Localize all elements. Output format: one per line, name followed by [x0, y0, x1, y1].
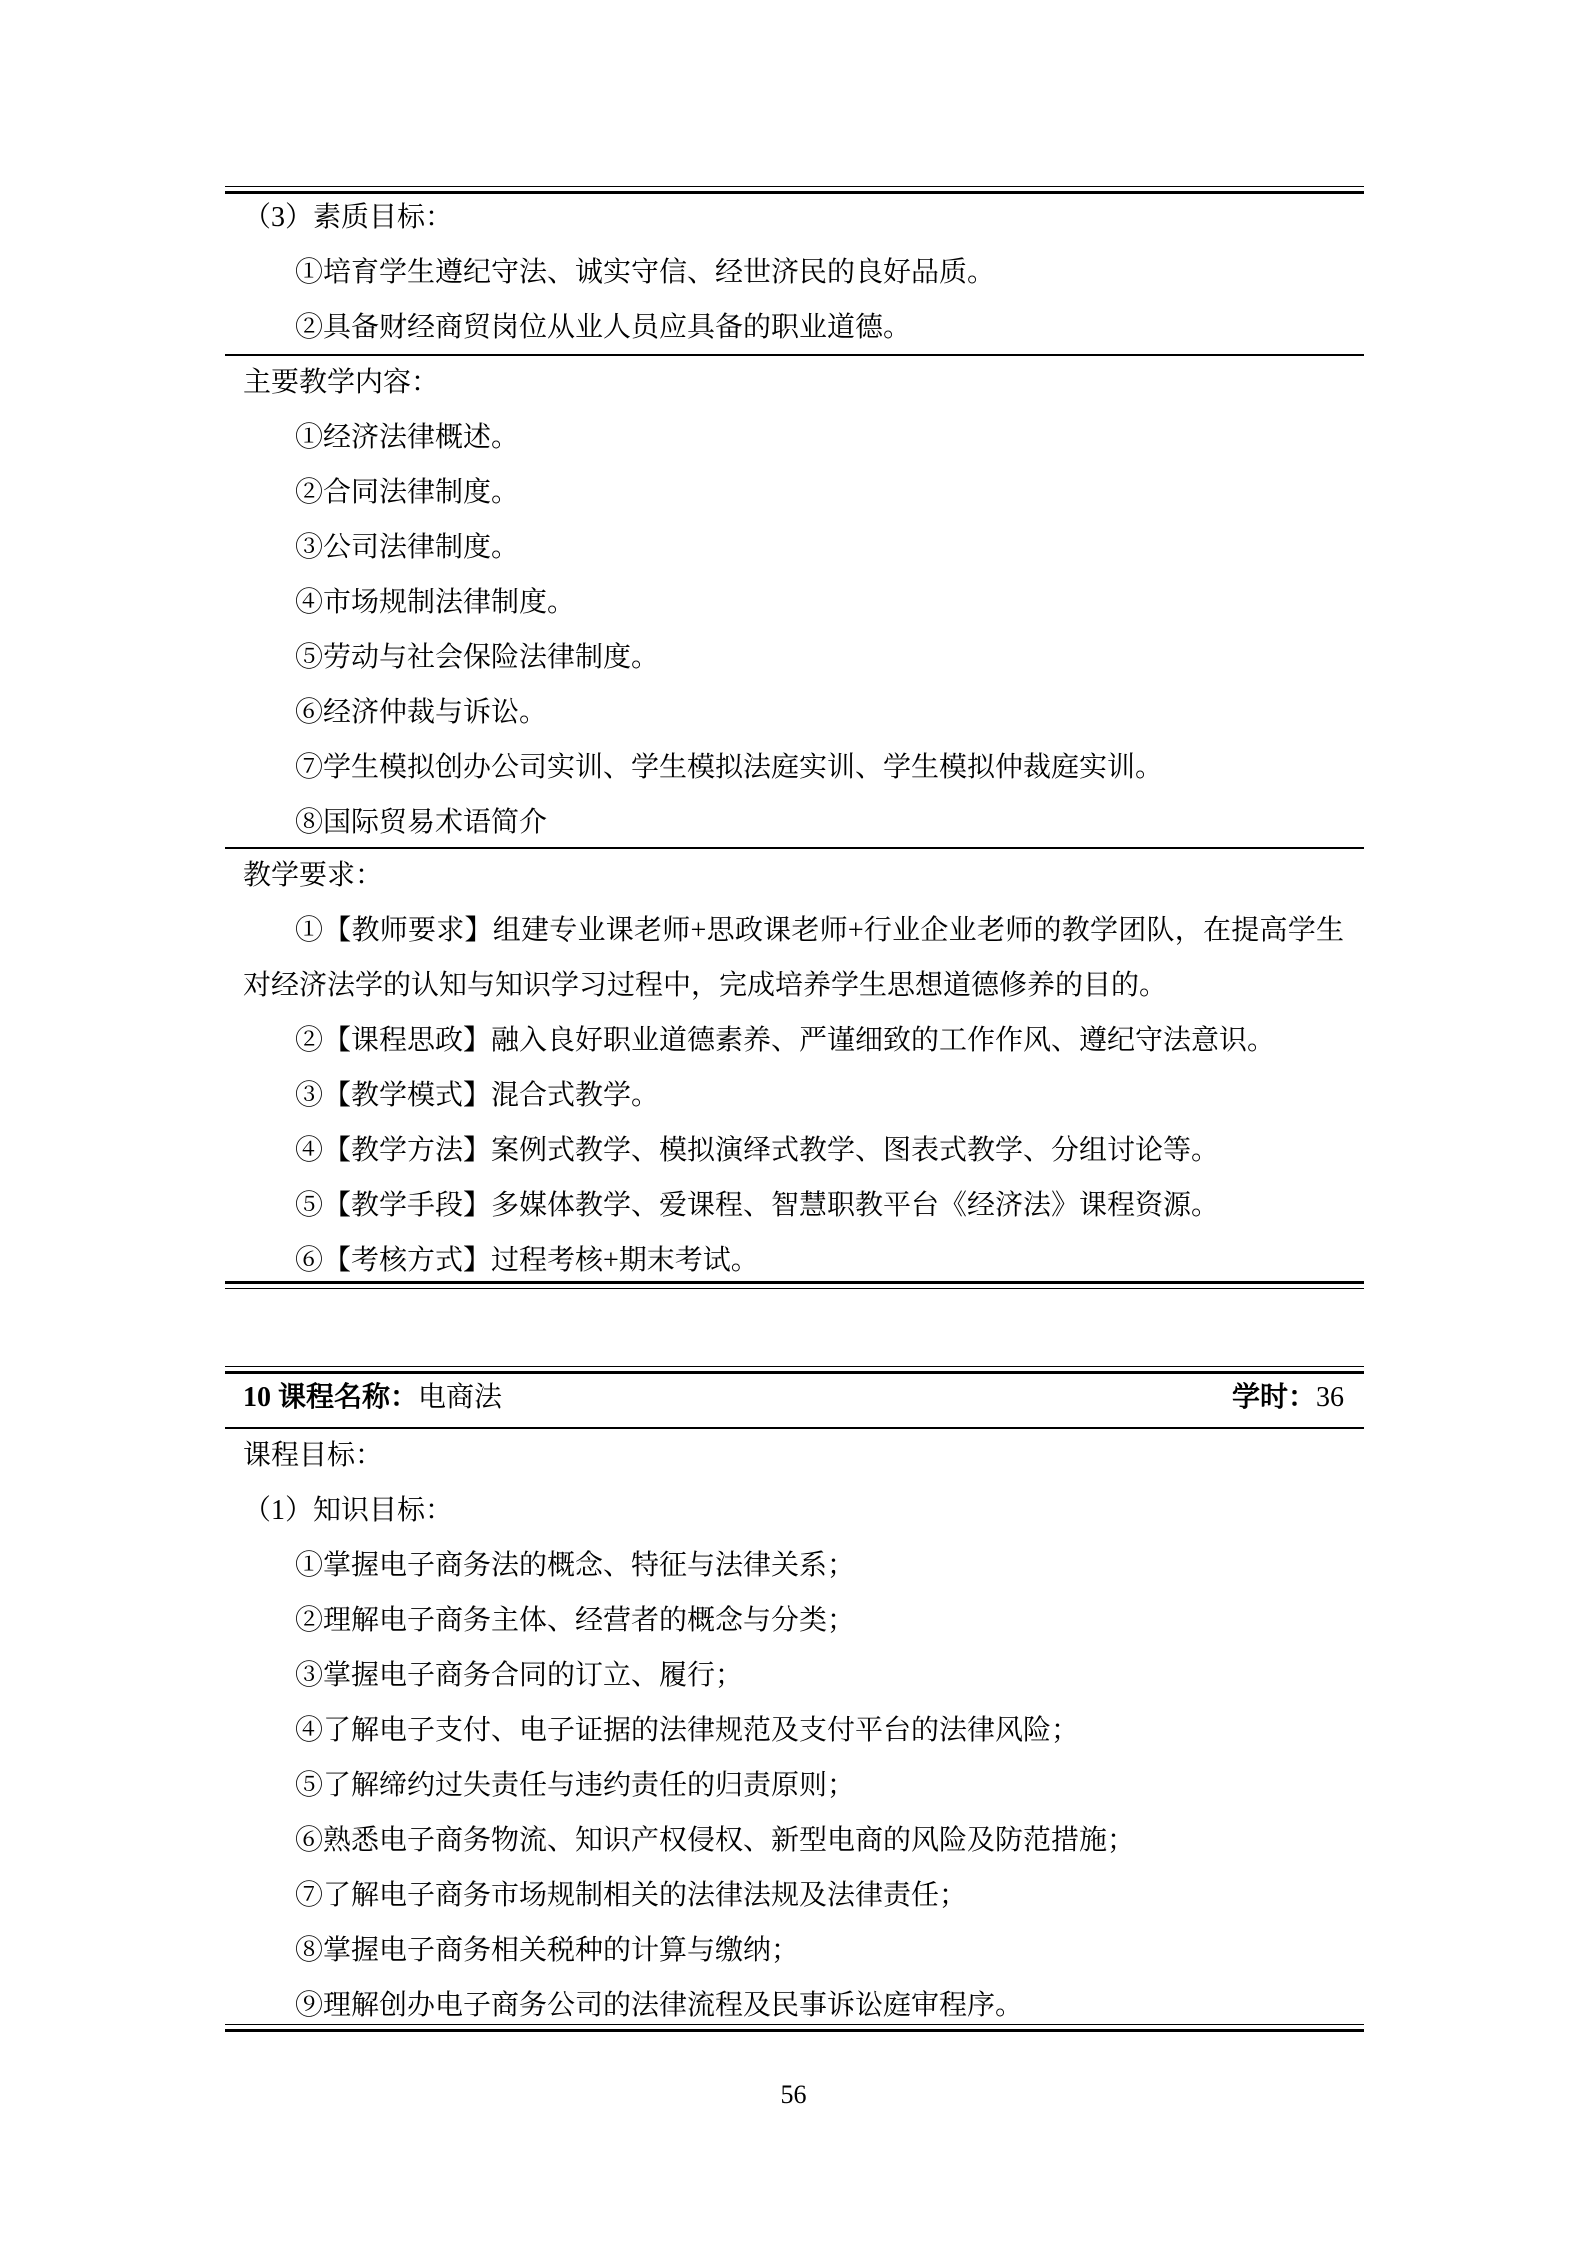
teaching-requirements-item: ③【教学模式】混合式教学。 — [295, 1080, 660, 1111]
section-teaching-content — [225, 355, 1364, 850]
knowledge-goal-item: ①掌握电子商务法的概念、特征与法律关系； — [295, 1550, 856, 1581]
teaching-content-item: ④市场规制法律制度。 — [295, 587, 576, 618]
teaching-requirements-item: ④【教学方法】案例式教学、模拟演绎式教学、图表式教学、分组讨论等。 — [295, 1135, 1220, 1166]
knowledge-goal-item: ⑤了解缔约过失责任与违约责任的归责原则； — [295, 1770, 856, 1801]
teaching-requirements-item: ⑥【考核方式】过程考核+期末考试。 — [295, 1245, 759, 1276]
course-goal-heading: 课程目标： — [243, 1440, 384, 1471]
course-number: 10 — [243, 1382, 271, 1413]
knowledge-goal-item: ④了解电子支付、电子证据的法律规范及支付平台的法律风险； — [295, 1715, 1080, 1746]
teaching-content-heading: 主要教学内容： — [243, 367, 440, 398]
knowledge-goal-item: ⑧掌握电子商务相关税种的计算与缴纳； — [295, 1935, 800, 1966]
section-teaching-requirements — [225, 848, 1364, 1288]
course-hours — [1232, 1370, 1344, 1425]
teaching-content-item: ⑧国际贸易术语简介 — [295, 807, 548, 838]
quality-goal-heading: （3）素质目标： — [243, 202, 454, 233]
course-hours-value: 36 — [1316, 1382, 1344, 1413]
quality-goal-item: ①培育学生遵纪守法、诚实守信、经世济民的良好品质。 — [295, 257, 996, 288]
teaching-requirements-item: ⑤【教学手段】多媒体教学、爱课程、智慧职教平台《经济法》课程资源。 — [295, 1190, 1220, 1221]
knowledge-goal-item: ⑥熟悉电子商务物流、知识产权侵权、新型电商的风险及防范措施； — [295, 1825, 1136, 1856]
teaching-content-item: ②合同法律制度。 — [295, 477, 520, 508]
quality-goal-item: ②具备财经商贸岗位从业人员应具备的职业道德。 — [295, 312, 912, 343]
teaching-requirements-item: ②【课程思政】融入良好职业道德素养、严谨细致的工作作风、遵纪守法意识。 — [295, 1025, 1276, 1056]
teaching-requirements-heading: 教学要求： — [243, 860, 384, 891]
section-quality-goal — [225, 190, 1364, 355]
teaching-requirements-item: ①【教师要求】组建专业课老师+思政课老师+行业企业老师的教学团队，在提高学生对经济法学的认知与知识学习过程中，完成培养学生思想道德修养的目的。 — [243, 915, 1344, 1001]
page-number: 56 — [780, 2080, 807, 2109]
knowledge-goal-item: ③掌握电子商务合同的订立、履行； — [295, 1660, 744, 1691]
course-name-value: 电商法 — [418, 1382, 503, 1413]
knowledge-goal-heading: （1）知识目标： — [243, 1495, 454, 1526]
knowledge-goal-item: ②理解电子商务主体、经营者的概念与分类； — [295, 1605, 856, 1636]
knowledge-goal-item: ⑨理解创办电子商务公司的法律流程及民事诉讼庭审程序。 — [295, 1990, 1024, 2021]
course-hours-label: 学时： — [1231, 1382, 1316, 1413]
teaching-content-item: ⑦学生模拟创办公司实训、学生模拟法庭实训、学生模拟仲裁庭实训。 — [295, 752, 1164, 783]
teaching-content-item: ⑥经济仲裁与诉讼。 — [295, 697, 548, 728]
course-header-row — [225, 1370, 1364, 1425]
course-title — [243, 1370, 502, 1425]
teaching-content-item: ③公司法律制度。 — [295, 532, 520, 563]
teaching-content-item: ⑤劳动与社会保险法律制度。 — [295, 642, 660, 673]
section-course-goals — [225, 1428, 1364, 2033]
course-name-label: 课程名称： — [278, 1382, 419, 1413]
teaching-content-item: ①经济法律概述。 — [295, 422, 520, 453]
knowledge-goal-item: ⑦了解电子商务市场规制相关的法律法规及法律责任； — [295, 1880, 968, 1911]
